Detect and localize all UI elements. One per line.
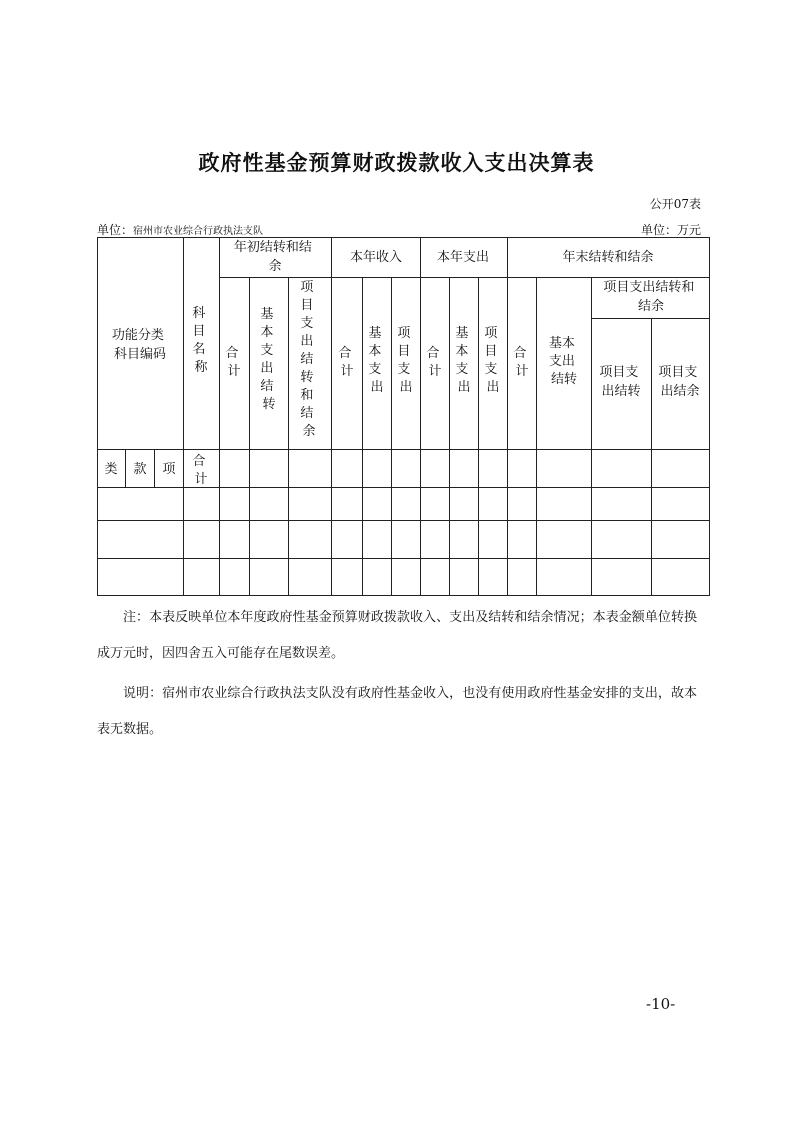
reporting-unit bbox=[97, 221, 263, 238]
subject-name-char: 科 bbox=[192, 306, 206, 321]
reporting-unit-label: 单位： bbox=[97, 223, 134, 237]
sub-char: 本 bbox=[260, 325, 274, 340]
sub-char: 出 bbox=[399, 380, 413, 395]
sub-char: 目 bbox=[484, 344, 498, 359]
sub-char: 基 bbox=[455, 326, 469, 341]
sub-char: 和 bbox=[300, 388, 314, 403]
row-code-xiang: 项 bbox=[162, 462, 176, 477]
sub-project-balance-line: 项目支 bbox=[658, 365, 698, 380]
row-total-char: 计 bbox=[194, 472, 208, 487]
sub-total-income bbox=[338, 346, 355, 379]
sub-basic-expense-expense bbox=[455, 326, 472, 395]
sub-char: 基 bbox=[260, 307, 274, 322]
page-title: 政府性基金预算财政拨款收入支出决算表 bbox=[198, 151, 595, 175]
form-code: 公开07表 bbox=[649, 197, 701, 211]
group-begin-line: 余 bbox=[268, 259, 282, 274]
table-explanation: 说明：宿州市农业综合行政执法支队没有政府性基金收入，也没有使用政府性基金安排的支出，故本表无数据。 bbox=[97, 686, 697, 737]
sub-char: 出 bbox=[457, 380, 471, 395]
group-begin-line: 年初结转和结 bbox=[233, 240, 312, 255]
budget-table-grid bbox=[97, 237, 711, 597]
currency-unit: 单位：万元 bbox=[640, 223, 701, 237]
sub-char: 基 bbox=[368, 326, 382, 341]
sub-char: 支 bbox=[455, 362, 469, 377]
sub-total-begin bbox=[225, 346, 242, 379]
sub-end-basic bbox=[549, 335, 579, 387]
sub-total-char: 合 bbox=[513, 346, 527, 361]
sub-char: 出 bbox=[260, 361, 274, 376]
sub-char: 余 bbox=[302, 424, 316, 439]
sub-char: 转 bbox=[300, 370, 314, 385]
sub-total-char: 合 bbox=[338, 346, 352, 361]
sub-char: 本 bbox=[368, 344, 382, 359]
sub-char: 支 bbox=[484, 362, 498, 377]
sub-total-expense bbox=[426, 346, 443, 379]
sub-char: 项 bbox=[484, 326, 498, 341]
sub-total-char: 合 bbox=[426, 346, 440, 361]
sub-basic-expense-income bbox=[368, 326, 385, 395]
budget-table bbox=[97, 237, 711, 601]
subject-name-header bbox=[192, 305, 209, 375]
sub-char: 支 bbox=[368, 362, 382, 377]
group-project-line: 项目支出结转和 bbox=[603, 280, 695, 295]
group-begin-carryover bbox=[234, 239, 316, 274]
sub-total-char: 合 bbox=[225, 346, 239, 361]
func-code-line: 功能分类 bbox=[111, 328, 164, 343]
sub-char: 项 bbox=[300, 280, 314, 295]
sub-total-char: 计 bbox=[340, 364, 354, 379]
group-project-carryover bbox=[603, 279, 698, 314]
subject-name-char: 名 bbox=[192, 342, 206, 357]
sub-total-char: 计 bbox=[227, 364, 241, 379]
sub-total-char: 计 bbox=[515, 364, 529, 379]
sub-project-expense-expense bbox=[484, 326, 501, 395]
sub-char: 出 bbox=[486, 380, 500, 395]
sub-project-carryover-line: 项目支 bbox=[599, 365, 639, 380]
sub-project-expense-income bbox=[397, 326, 414, 395]
sub-end-basic-line: 支出 bbox=[548, 354, 575, 369]
sub-char: 结 bbox=[300, 352, 314, 367]
sub-project-carryover bbox=[599, 364, 642, 399]
sub-char: 项 bbox=[397, 326, 411, 341]
group-expense: 本年支出 bbox=[436, 250, 490, 265]
subject-name-char: 目 bbox=[192, 324, 206, 339]
sub-char: 目 bbox=[300, 298, 314, 313]
sub-project-expense-carryover-balance bbox=[300, 280, 317, 439]
sub-char: 支 bbox=[397, 362, 411, 377]
sub-project-balance-line: 出结余 bbox=[660, 384, 700, 399]
table-note: 注：本表反映单位本年度政府性基金预算财政拨款收入、支出及结转和结余情况；本表金额单位转换成万元时，因四舍五入可能存在尾数误差。 bbox=[97, 610, 697, 661]
reporting-unit-org: 宿州市农业综合行政执法支队 bbox=[133, 226, 264, 237]
page-number: -10- bbox=[646, 995, 676, 1013]
subject-name-char: 称 bbox=[194, 360, 208, 375]
row-total-char: 合 bbox=[192, 454, 206, 469]
group-project-line: 结余 bbox=[637, 299, 665, 314]
sub-char: 本 bbox=[455, 344, 469, 359]
sub-project-balance bbox=[658, 364, 701, 399]
row-code-kuan: 款 bbox=[133, 462, 147, 477]
sub-char: 转 bbox=[262, 397, 276, 412]
sub-char: 支 bbox=[300, 316, 314, 331]
sub-basic-expense-carryover bbox=[260, 307, 277, 412]
row-code-lei: 类 bbox=[104, 462, 118, 477]
sub-total-char: 计 bbox=[428, 364, 442, 379]
sub-char: 结 bbox=[260, 379, 274, 394]
sub-project-carryover-line: 出结转 bbox=[601, 384, 641, 399]
sub-end-basic-line: 结转 bbox=[550, 372, 578, 387]
sub-char: 支 bbox=[260, 343, 274, 358]
func-code-line: 科目编码 bbox=[113, 347, 167, 362]
group-income: 本年收入 bbox=[349, 250, 403, 265]
sub-char: 结 bbox=[300, 406, 314, 421]
sub-char: 目 bbox=[397, 344, 411, 359]
sub-end-basic-line: 基本 bbox=[548, 336, 575, 351]
func-code-header bbox=[112, 327, 168, 362]
row-total bbox=[192, 454, 209, 487]
sub-char: 出 bbox=[370, 380, 384, 395]
sub-total-end bbox=[513, 346, 530, 379]
sub-char: 出 bbox=[300, 334, 314, 349]
group-end-carryover: 年末结转和结余 bbox=[562, 250, 654, 265]
